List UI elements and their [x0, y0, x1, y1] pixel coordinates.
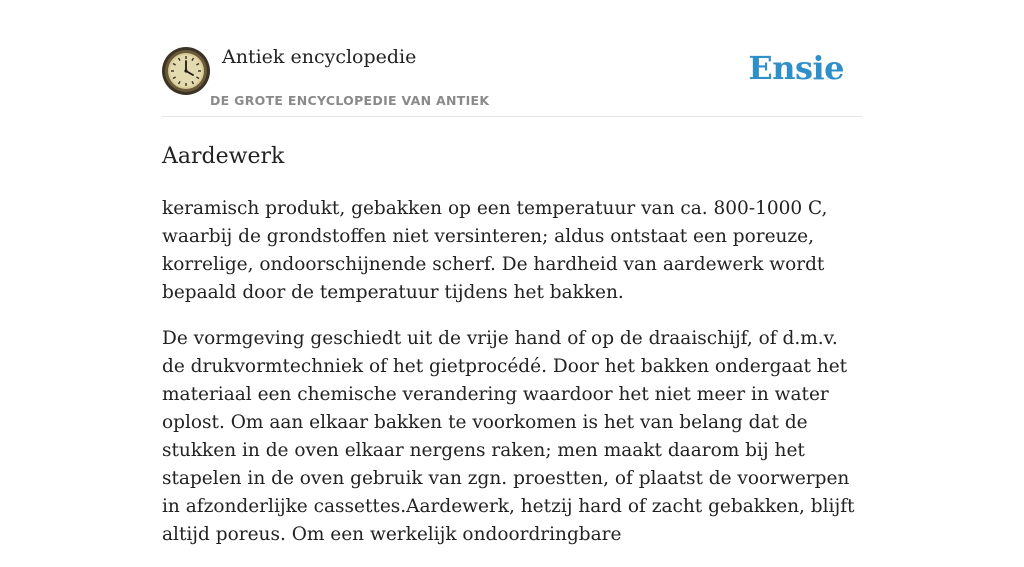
- article-paragraph: De vormgeving geschiedt uit de vrije hand of op de draaischijf, of d.m.v. de drukvormtechniek of het gietprocédé. Door het bakken ondergaat het materiaal een chemische verandering waardoor het niet meer in water oplost. Om aan elkaar bakken te voorkomen is het van belang dat de stukken in de oven elkaar nergens raken; men maakt daarom bij het stapelen in de oven gebruik van zgn. proestten, of plaatst de voorwerpen in afzonderlijke cassettes.Aardewerk, hetzij hard of zacht gebakken, blijft altijd poreus. Om een werkelijk ondoordringbare: [162, 328, 855, 545]
- article-paragraph: keramisch produkt, gebakken op een temperatuur van ca. 800-1000 C, waarbij de grondstoffen niet versinteren; aldus ontstaat een poreuze, korrelige, ondoorschijnende scherf. De hardheid van aardewerk wordt bepaald door de temperatuur tijdens het bakken.: [162, 198, 828, 303]
- content-container: [162, 0, 862, 567]
- site-subtitle: DE GROTE ENCYCLOPEDIE VAN ANTIEK: [210, 93, 490, 108]
- site-header: [162, 0, 862, 117]
- site-name[interactable]: Antiek encyclopedie: [222, 46, 417, 68]
- clock-icon[interactable]: [162, 47, 210, 95]
- brand-logo[interactable]: Ensie: [748, 49, 844, 87]
- article-title: Aardewerk: [162, 144, 285, 169]
- article-body: [162, 195, 862, 549]
